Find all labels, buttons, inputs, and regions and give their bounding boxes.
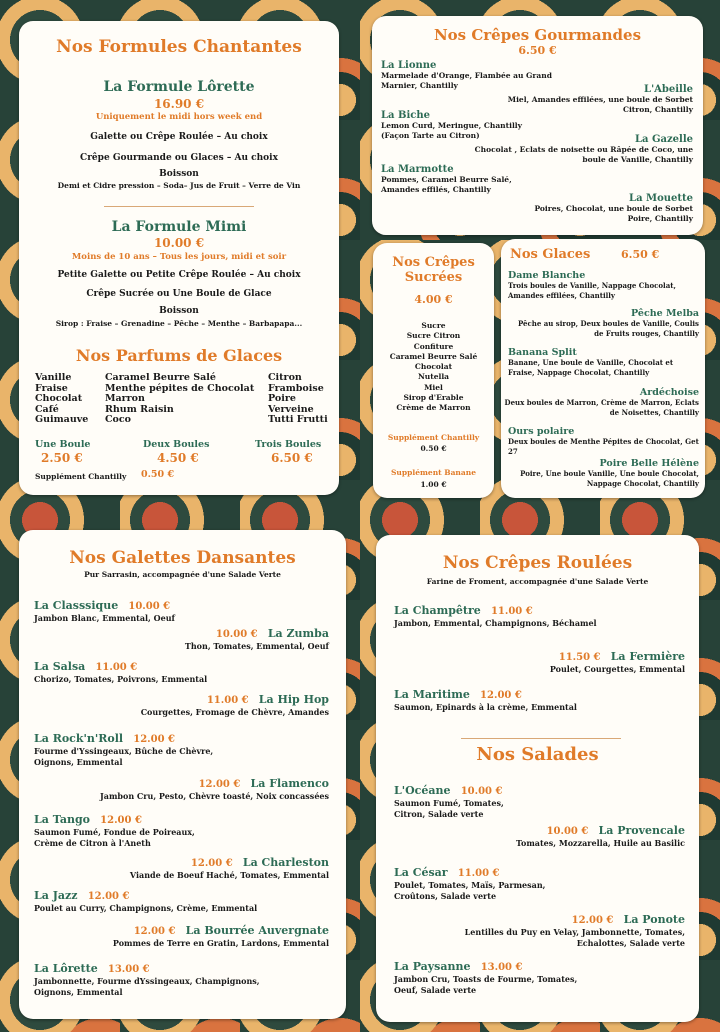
boule-3-label: Trois Boules bbox=[255, 439, 322, 450]
item-name: La Marmotte bbox=[381, 164, 454, 175]
item-name: Ardéchoise bbox=[639, 387, 699, 398]
parfums-col2 bbox=[105, 373, 254, 426]
sucrees-title-line1: Nos Crêpes bbox=[392, 255, 475, 270]
parfum-item: Coco bbox=[105, 414, 132, 425]
formule-mimi-drink-label: Boisson bbox=[159, 306, 199, 316]
item-price: 12.00 € bbox=[571, 915, 614, 926]
item-desc: Jambonnette, Fourme dYssingeaux, Champignons, Oignons, Emmental bbox=[34, 976, 260, 997]
item-name: L'Abeille bbox=[644, 84, 693, 95]
galette-item bbox=[34, 727, 254, 768]
galettes-title: Nos Galettes Dansantes bbox=[69, 548, 296, 568]
item-desc: Deux boules de Marron, Crème de Marron, Eclats de Noisettes, Chantilly bbox=[504, 398, 699, 417]
sucree-item: Nutella bbox=[417, 372, 450, 382]
item-price: 12.00 € bbox=[190, 858, 233, 869]
boule-3-price: 6.50 € bbox=[271, 451, 313, 465]
item-price: 11.00 € bbox=[95, 662, 138, 673]
formule-mimi-line2: Crêpe Sucrée ou Une Boule de Glace bbox=[86, 289, 272, 299]
item-desc: Saumon Fumé, Fondue de Poireaux, Crème de Citron à l'Aneth bbox=[34, 827, 195, 848]
parfum-item: Chocolat bbox=[35, 393, 83, 404]
gourmande-item bbox=[533, 193, 693, 224]
galette-item bbox=[34, 655, 294, 685]
item-price: 12.00 € bbox=[100, 815, 142, 826]
item-price: 10.00 € bbox=[460, 786, 503, 797]
item-name: Pêche Melba bbox=[631, 308, 699, 319]
item-name: La Fermière bbox=[610, 650, 685, 663]
sucrees-price: 4.00 € bbox=[414, 293, 453, 306]
parfum-item: Marron bbox=[105, 393, 145, 404]
galette-item bbox=[69, 688, 329, 718]
sucrees-list bbox=[373, 321, 494, 414]
item-name: La Hip Hop bbox=[258, 693, 329, 706]
separator bbox=[104, 206, 254, 207]
item-name: La Provencale bbox=[598, 824, 685, 837]
formules-card bbox=[19, 21, 339, 495]
item-name: La Lôrette bbox=[34, 962, 98, 975]
formule-mimi-price: 10.00 € bbox=[153, 236, 205, 250]
galettes-card bbox=[19, 530, 346, 1019]
formule-lorette-note: Uniquement le midi hors week end bbox=[95, 112, 263, 122]
parfum-item: Tutti Frutti bbox=[268, 414, 328, 425]
parfum-item: Menthe pépites de Chocolat bbox=[105, 382, 255, 394]
item-desc: Poire, Une boule Vanille, Une boule Chocolat, Nappage Chocolat, Chantilly bbox=[520, 469, 699, 488]
formule-lorette-drink-label: Boisson bbox=[159, 169, 199, 179]
gourmande-item bbox=[381, 164, 521, 195]
formules-title: Nos Formules Chantantes bbox=[56, 37, 302, 57]
roulees-salades-card bbox=[376, 535, 699, 1022]
parfum-item: Citron bbox=[268, 372, 302, 383]
item-price: 12.00 € bbox=[198, 779, 241, 790]
glaces-card bbox=[501, 239, 705, 498]
galette-item bbox=[34, 957, 294, 998]
item-price: 12.00 € bbox=[133, 734, 175, 745]
gourmandes-price: 6.50 € bbox=[518, 44, 557, 57]
parfum-item: Caramel Beurre Salé bbox=[105, 372, 216, 383]
salade-item bbox=[394, 779, 594, 820]
sucree-item: Sirop d'Erable bbox=[403, 393, 464, 403]
item-desc: Poulet au Curry, Champignons, Crème, Emmental bbox=[34, 903, 258, 913]
roulee-item bbox=[394, 683, 654, 713]
item-price: 10.00 € bbox=[546, 826, 589, 837]
glace-item bbox=[519, 458, 699, 488]
supp-banane-label: Supplément Banane bbox=[391, 468, 476, 477]
glace-item bbox=[508, 347, 698, 377]
sucrees-title-line2: Sucrées bbox=[404, 270, 463, 285]
item-name: La Bourrée Auvergnate bbox=[185, 924, 329, 937]
galette-item bbox=[34, 884, 294, 914]
item-name: La Flamenco bbox=[250, 777, 329, 790]
salade-item bbox=[425, 908, 685, 949]
item-name: La Gazelle bbox=[634, 134, 693, 145]
item-desc: Poulet, Tomates, Maïs, Parmesan, Croûtons, Salade verte bbox=[394, 880, 546, 901]
item-name: La Biche bbox=[381, 110, 430, 121]
item-desc: Viande de Boeuf Haché, Tomates, Emmental bbox=[129, 870, 329, 880]
item-desc: Miel, Amandes effilées, une boule de Sorbet Citron, Chantilly bbox=[507, 95, 693, 114]
formule-mimi-name: La Formule Mimi bbox=[111, 219, 247, 235]
galettes-subtitle: Pur Sarrasin, accompagnée d'une Salade Verte bbox=[84, 570, 281, 579]
galette-item bbox=[34, 594, 294, 624]
item-desc: Pommes, Caramel Beurre Salé, Amandes effilés, Chantilly bbox=[381, 175, 512, 194]
gourmande-item bbox=[473, 134, 693, 165]
item-desc: Pommes de Terre en Gratin, Lardons, Emmental bbox=[112, 938, 329, 948]
item-price: 13.00 € bbox=[480, 962, 523, 973]
parfum-item: Fraise bbox=[35, 382, 68, 394]
item-desc: Jambon Cru, Pesto, Chèvre toasté, Noix concassées bbox=[99, 791, 329, 801]
item-desc: Chorizo, Tomates, Poivrons, Emmental bbox=[34, 674, 208, 684]
glaces-title: Nos Glaces bbox=[510, 247, 591, 262]
item-desc: Deux boules de Menthe Pépites de Chocolat, Get 27 bbox=[508, 437, 699, 456]
gourmandes-title: Nos Crêpes Gourmandes bbox=[433, 26, 642, 44]
sucree-item: Crème de Marron bbox=[396, 403, 471, 413]
item-price: 12.00 € bbox=[480, 690, 522, 701]
parfums-title: Nos Parfums de Glaces bbox=[75, 346, 283, 365]
item-desc: Thon, Tomates, Emmental, Oeuf bbox=[184, 641, 329, 651]
item-price: 10.00 € bbox=[128, 601, 171, 612]
formule-lorette-drinks: Demi et Cidre pression – Soda– Jus de Fruit – Verre de Vin bbox=[57, 181, 301, 190]
item-desc: Jambon Blanc, Emmental, Oeuf bbox=[34, 613, 175, 623]
supplement-price: 0.50 € bbox=[141, 469, 175, 480]
parfum-item: Café bbox=[35, 403, 59, 415]
item-price: 12.00 € bbox=[133, 926, 176, 937]
glace-item bbox=[509, 308, 699, 338]
item-price: 11.00 € bbox=[490, 606, 533, 617]
item-desc: Lentilles du Puy en Velay, Jambonnette, Tomates, Echalottes, Salade verte bbox=[464, 927, 685, 948]
item-desc: Fourme d'Yssingeaux, Bûche de Chèvre, Oignons, Emmental bbox=[34, 746, 214, 767]
item-name: La Tango bbox=[34, 813, 90, 826]
boule-2-label: Deux Boules bbox=[143, 439, 210, 450]
item-desc: Saumon, Epinards à la crème, Emmental bbox=[394, 702, 577, 712]
item-name: La Lionne bbox=[381, 60, 437, 71]
supp-chantilly-label: Supplément Chantilly bbox=[387, 433, 480, 442]
parfum-item: Guimauve bbox=[35, 414, 89, 425]
boule-2-price: 4.50 € bbox=[157, 451, 199, 465]
item-desc: Lemon Curd, Meringue, Chantilly (Façon Tarte au Citron) bbox=[381, 121, 523, 140]
galette-item bbox=[69, 772, 329, 802]
formule-lorette-line1: Galette ou Crêpe Roulée – Au choix bbox=[90, 132, 268, 142]
formule-mimi-note: Moins de 10 ans – Tous les jours, midi et soir bbox=[71, 252, 287, 262]
item-name: La Ponote bbox=[623, 913, 685, 926]
glace-item bbox=[508, 270, 688, 300]
item-name: La Salsa bbox=[34, 660, 86, 673]
galette-item bbox=[69, 851, 329, 881]
item-name: Banana Split bbox=[508, 347, 577, 358]
roulees-title: Nos Crêpes Roulées bbox=[442, 553, 633, 573]
item-price: 11.50 € bbox=[558, 652, 601, 663]
item-price: 12.00 € bbox=[87, 891, 130, 902]
parfum-item: Poire bbox=[268, 393, 296, 404]
item-desc: Saumon Fumé, Tomates, Citron, Salade verte bbox=[394, 798, 504, 819]
formule-lorette-price: 16.90 € bbox=[153, 97, 205, 111]
parfums-col3 bbox=[268, 373, 328, 426]
supp-banane-price: 1.00 € bbox=[420, 480, 447, 489]
sucree-item: Sucre bbox=[421, 321, 446, 330]
item-name: La Paysanne bbox=[394, 960, 471, 973]
item-name: La Mouette bbox=[629, 193, 693, 204]
boule-1-label: Une Boule bbox=[35, 439, 91, 450]
item-price: 10.00 € bbox=[215, 629, 258, 640]
sucrees-card bbox=[373, 243, 494, 498]
item-name: La Charleston bbox=[242, 856, 329, 869]
item-name: Poire Belle Hélène bbox=[599, 458, 699, 469]
item-name: La Jazz bbox=[34, 889, 78, 902]
formule-mimi-drinks: Sirop : Fraise – Grenadine – Pêche – Menthe – Barbapapa... bbox=[55, 319, 303, 328]
gourmandes-card bbox=[372, 16, 703, 235]
salades-title: Nos Salades bbox=[476, 744, 599, 765]
sucree-item: Chocolat bbox=[414, 362, 453, 372]
item-desc: Tomates, Mozzarella, Huile au Basilic bbox=[515, 838, 685, 848]
item-desc: Marmelade d'Orange, Flambée au Grand Marnier, Chantilly bbox=[381, 71, 552, 90]
separator bbox=[461, 738, 621, 739]
glace-item bbox=[508, 426, 703, 456]
item-desc: Poires, Chocolat, une boule de Sorbet Poire, Chantilly bbox=[534, 204, 693, 223]
roulees-subtitle: Farine de Froment, accompagnée d'une Salade Verte bbox=[426, 577, 649, 586]
item-desc: Trois boules de Vanille, Nappage Chocolat, Amandes effilées, Chantilly bbox=[508, 281, 676, 300]
roulee-item bbox=[394, 599, 654, 629]
item-name: Dame Blanche bbox=[508, 270, 586, 281]
item-name: La Maritime bbox=[394, 688, 470, 701]
item-price: 13.00 € bbox=[107, 964, 150, 975]
supplement-label: Supplément Chantilly bbox=[35, 472, 127, 481]
formule-mimi-line1: Petite Galette ou Petite Crêpe Roulée – Au choix bbox=[57, 270, 301, 280]
item-desc: Courgettes, Fromage de Chèvre, Amandes bbox=[140, 707, 329, 717]
sucree-item: Caramel Beurre Salé bbox=[389, 351, 478, 361]
glace-item bbox=[504, 387, 699, 417]
item-desc: Jambon Cru, Toasts de Fourme, Tomates, Oeuf, Salade verte bbox=[394, 974, 578, 995]
parfums-col1 bbox=[35, 373, 88, 426]
formule-lorette-name: La Formule Lôrette bbox=[103, 79, 255, 95]
item-name: La César bbox=[394, 866, 448, 879]
salade-item bbox=[394, 861, 594, 902]
parfum-item: Framboise bbox=[268, 382, 324, 394]
item-desc: Poulet, Courgettes, Emmental bbox=[549, 664, 685, 674]
sucree-item: Sucre Citron bbox=[406, 331, 461, 341]
item-price: 11.00 € bbox=[457, 868, 500, 879]
item-name: Ours polaire bbox=[508, 426, 575, 437]
item-name: La Rock'n'Roll bbox=[34, 732, 124, 745]
parfum-item: Verveine bbox=[268, 403, 314, 415]
galette-item bbox=[34, 808, 234, 849]
supp-chantilly-price: 0.50 € bbox=[420, 444, 447, 453]
formule-lorette-line2: Crêpe Gourmande ou Glaces – Au choix bbox=[80, 153, 278, 163]
sucree-item: Confiture bbox=[413, 341, 454, 351]
item-desc: Banane, Une boule de Vanille, Chocolat et Fraise, Nappage Chocolat, Chantilly bbox=[508, 358, 674, 377]
glaces-price: 6.50 € bbox=[621, 248, 660, 261]
parfum-item: Rhum Raisin bbox=[105, 403, 174, 415]
galette-item bbox=[69, 622, 329, 652]
item-desc: Chocolat , Eclats de noisette ou Râpée de Coco, une boule de Vanille, Chantilly bbox=[474, 145, 693, 164]
item-name: La Zumba bbox=[267, 627, 329, 640]
roulee-item bbox=[425, 645, 685, 675]
salade-item bbox=[394, 955, 604, 996]
sucree-item: Miel bbox=[424, 382, 443, 392]
parfum-item: Vanille bbox=[35, 372, 72, 383]
salade-item bbox=[425, 819, 685, 849]
item-desc: Jambon, Emmental, Champignons, Béchamel bbox=[394, 618, 597, 628]
galette-item bbox=[69, 919, 329, 949]
item-desc: Pêche au sirop, Deux boules de Vanille, Coulis de Fruits rouges, Chantilly bbox=[517, 319, 699, 338]
item-name: L'Océane bbox=[394, 784, 451, 797]
item-name: La Classsique bbox=[34, 599, 119, 612]
item-name: La Champêtre bbox=[394, 604, 481, 617]
item-price: 11.00 € bbox=[206, 695, 249, 706]
boule-1-price: 2.50 € bbox=[41, 451, 83, 465]
